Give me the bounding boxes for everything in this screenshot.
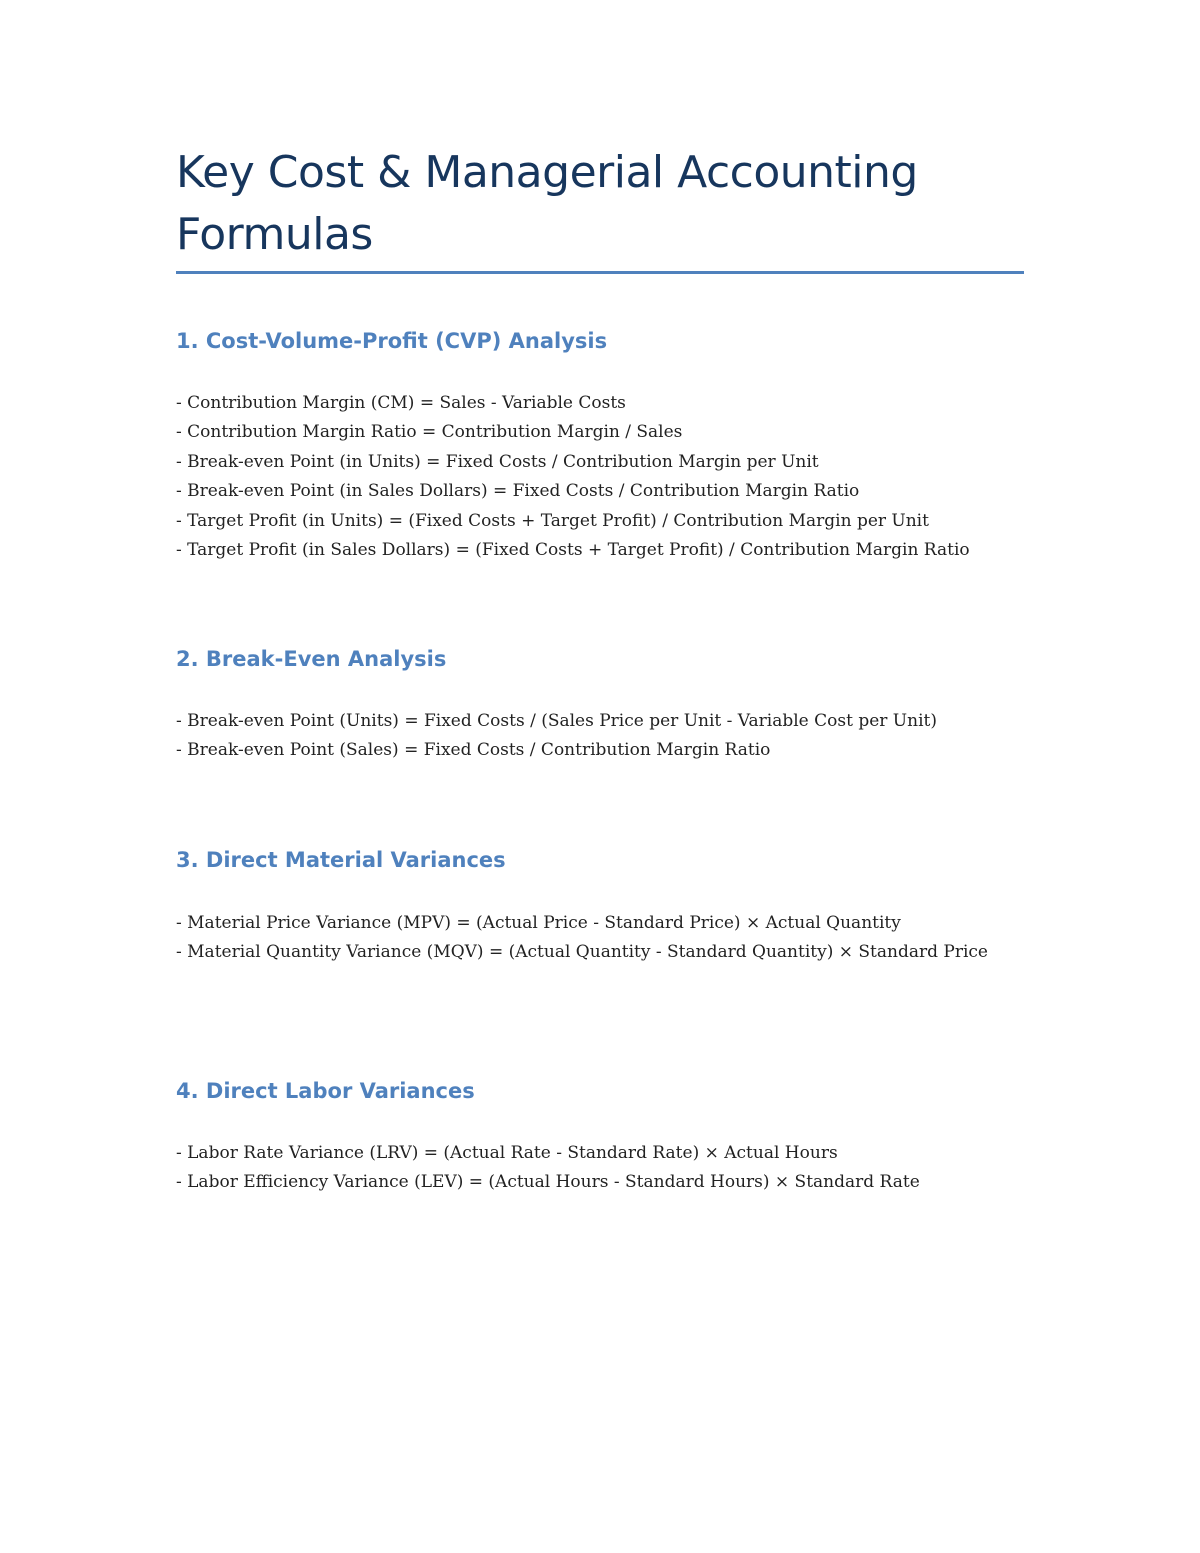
formula-item: - Labor Rate Variance (LRV) = (Actual Rate - Standard Rate) × Actual Hours [176, 1143, 838, 1163]
formula-item: - Material Price Variance (MPV) = (Actual Price - Standard Price) × Actual Quantity [176, 913, 901, 933]
formula-list-direct-material-variances [176, 909, 996, 968]
formula-item: - Contribution Margin (CM) = Sales - Variable Costs [176, 393, 626, 413]
section-heading-direct-labor-variances: 4. Direct Labor Variances [176, 1079, 475, 1103]
formula-item: - Break-even Point (in Sales Dollars) = Fixed Costs / Contribution Margin Ratio [176, 481, 860, 502]
section-heading-break-even-analysis: 2. Break-Even Analysis [176, 647, 447, 671]
section-heading-direct-material-variances: 3. Direct Material Variances [176, 848, 506, 872]
formula-item: - Break-even Point (Units) = Fixed Costs / (Sales Price per Unit - Variable Cost per Unit) [176, 711, 937, 731]
section-heading-cvp-analysis: 1. Cost-Volume-Profit (CVP) Analysis [176, 329, 608, 353]
formula-item: - Break-even Point (in Units) = Fixed Costs / Contribution Margin per Unit [176, 451, 819, 472]
formula-list-cvp-analysis [176, 389, 1026, 565]
formula-list-direct-labor-variances [176, 1139, 1026, 1198]
formula-item: - Target Profit (in Units) = (Fixed Costs + Target Profit) / Contribution Margin per Unit [176, 510, 929, 531]
title-underline [176, 271, 1024, 274]
formula-item: - Material Quantity Variance (MQV) = (Actual Quantity - Standard Quantity) × Standard Price [176, 942, 988, 963]
formula-item: - Target Profit (in Sales Dollars) = (Fixed Costs + Target Profit) / Contribution Margin Ratio [176, 540, 970, 561]
document-title: Key Cost & Managerial Accounting Formulas [176, 147, 918, 260]
formula-item: - Contribution Margin Ratio = Contribution Margin / Sales [176, 422, 683, 443]
formula-item: - Break-even Point (Sales) = Fixed Costs / Contribution Margin Ratio [176, 740, 771, 761]
formula-item: - Labor Efficiency Variance (LEV) = (Actual Hours - Standard Hours) × Standard Rate [176, 1172, 920, 1193]
formula-list-break-even-analysis [176, 707, 1026, 766]
